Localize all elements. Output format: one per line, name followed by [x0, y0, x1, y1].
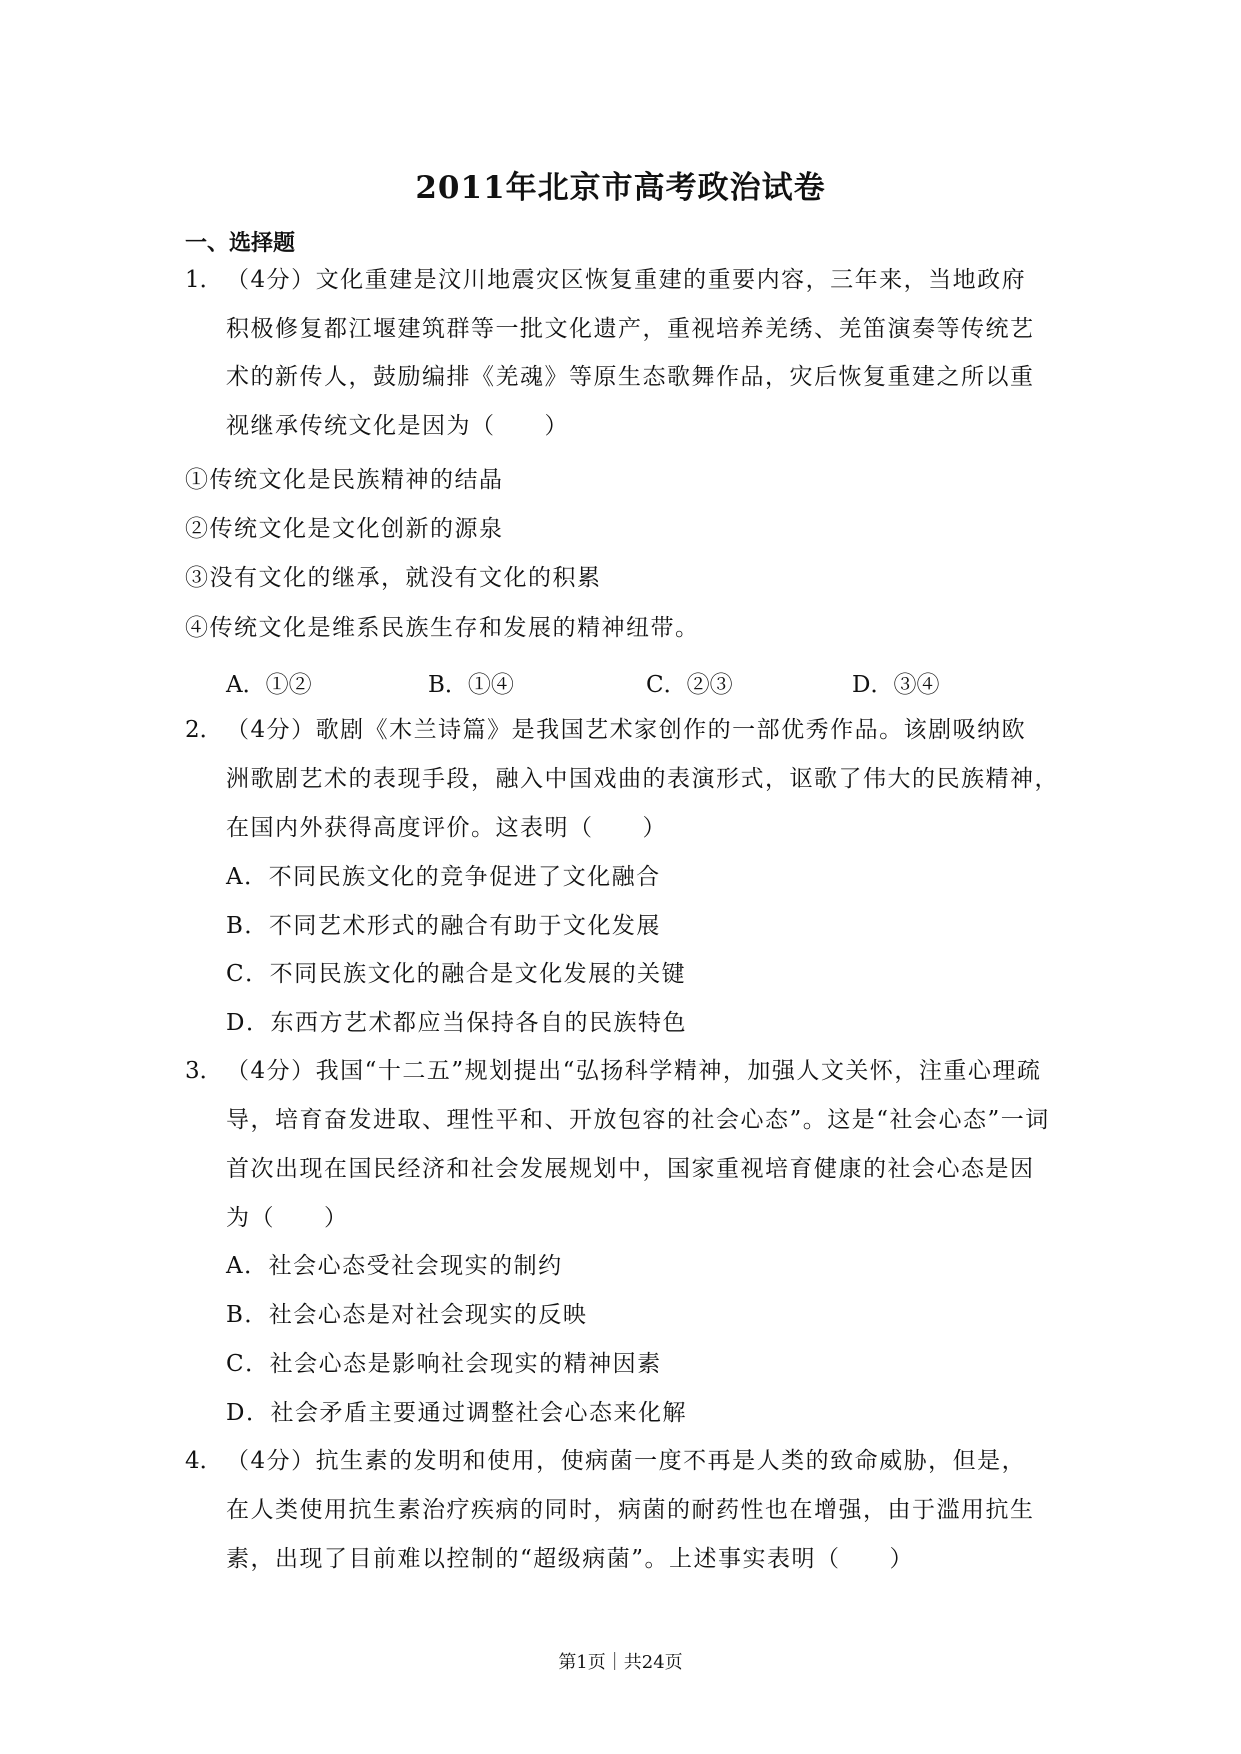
option-c: C．②③	[646, 672, 733, 698]
question-text-line: 为（ ）	[226, 1205, 349, 1231]
option-a: A．①②	[226, 672, 312, 698]
option-b: B．社会心态是对社会现实的反映	[226, 1302, 588, 1328]
question-text-line: 积极修复都江堰建筑群等一批文化遗产，重视培养羌绣、羌笛演奏等传统艺	[226, 316, 1035, 342]
option-c: C．不同民族文化的融合是文化发展的关键	[226, 961, 687, 987]
statement-line: ④传统文化是维系民族生存和发展的精神纽带。	[185, 615, 700, 641]
question-text-line: （4分）文化重建是汶川地震灾区恢复重建的重要内容，三年来，当地政府	[226, 267, 1027, 293]
question-text-line: 视继承传统文化是因为（ ）	[226, 413, 569, 439]
page-footer: 第1页｜共24页	[558, 1652, 683, 1673]
question-text-line: （4分）抗生素的发明和使用，使病菌一度不再是人类的致命威胁，但是，	[226, 1448, 1027, 1474]
question-text-line: 洲歌剧艺术的表现手段，融入中国戏曲的表演形式，讴歌了伟大的民族精神，	[226, 766, 1059, 792]
question-text-line: 素，出现了目前难以控制的“超级病菌”。上述事实表明（ ）	[226, 1546, 915, 1572]
option-a: A．社会心态受社会现实的制约	[226, 1253, 563, 1279]
question-number: 3．	[185, 1058, 223, 1084]
question-text-line: 在国内外获得高度评价。这表明（ ）	[226, 815, 667, 841]
option-d: D．东西方艺术都应当保持各自的民族特色	[226, 1010, 687, 1036]
question-text-line: （4分）歌剧《木兰诗篇》是我国艺术家创作的一部优秀作品。该剧吸纳欧	[226, 717, 1027, 743]
section-heading: 一、选择题	[185, 230, 296, 256]
answer-options-row	[226, 666, 1026, 696]
question-number: 4．	[185, 1448, 223, 1474]
option-b: B．①④	[428, 672, 514, 698]
statement-line: ①传统文化是民族精神的结晶	[185, 467, 504, 493]
question-text-line: （4分）我国“十二五”规划提出“弘扬科学精神，加强人文关怀，注重心理疏	[226, 1058, 1042, 1084]
question-text-line: 术的新传人，鼓励编排《羌魂》等原生态歌舞作品，灾后恢复重建之所以重	[226, 364, 1035, 390]
option-c: C．社会心态是影响社会现实的精神因素	[226, 1351, 662, 1377]
option-b: B．不同艺术形式的融合有助于文化发展	[226, 913, 661, 939]
page-title: 2011年北京市高考政治试卷	[415, 170, 826, 206]
question-text-line: 首次出现在国民经济和社会发展规划中，国家重视培育健康的社会心态是因	[226, 1156, 1035, 1182]
statement-line: ③没有文化的继承，就没有文化的积累	[185, 565, 602, 591]
statement-line: ②传统文化是文化创新的源泉	[185, 516, 504, 542]
question-text-line: 导，培育奋发进取、理性平和、开放包容的社会心态”。这是“社会心态”一词	[226, 1107, 1050, 1133]
question-number: 2．	[185, 717, 223, 743]
option-a: A．不同民族文化的竞争促进了文化融合	[226, 864, 661, 890]
option-d: D．社会矛盾主要通过调整社会心态来化解	[226, 1400, 687, 1426]
option-d: D．③④	[852, 672, 940, 698]
question-text-line: 在人类使用抗生素治疗疾病的同时，病菌的耐药性也在增强，由于滥用抗生	[226, 1497, 1035, 1523]
question-number: 1．	[185, 267, 223, 293]
